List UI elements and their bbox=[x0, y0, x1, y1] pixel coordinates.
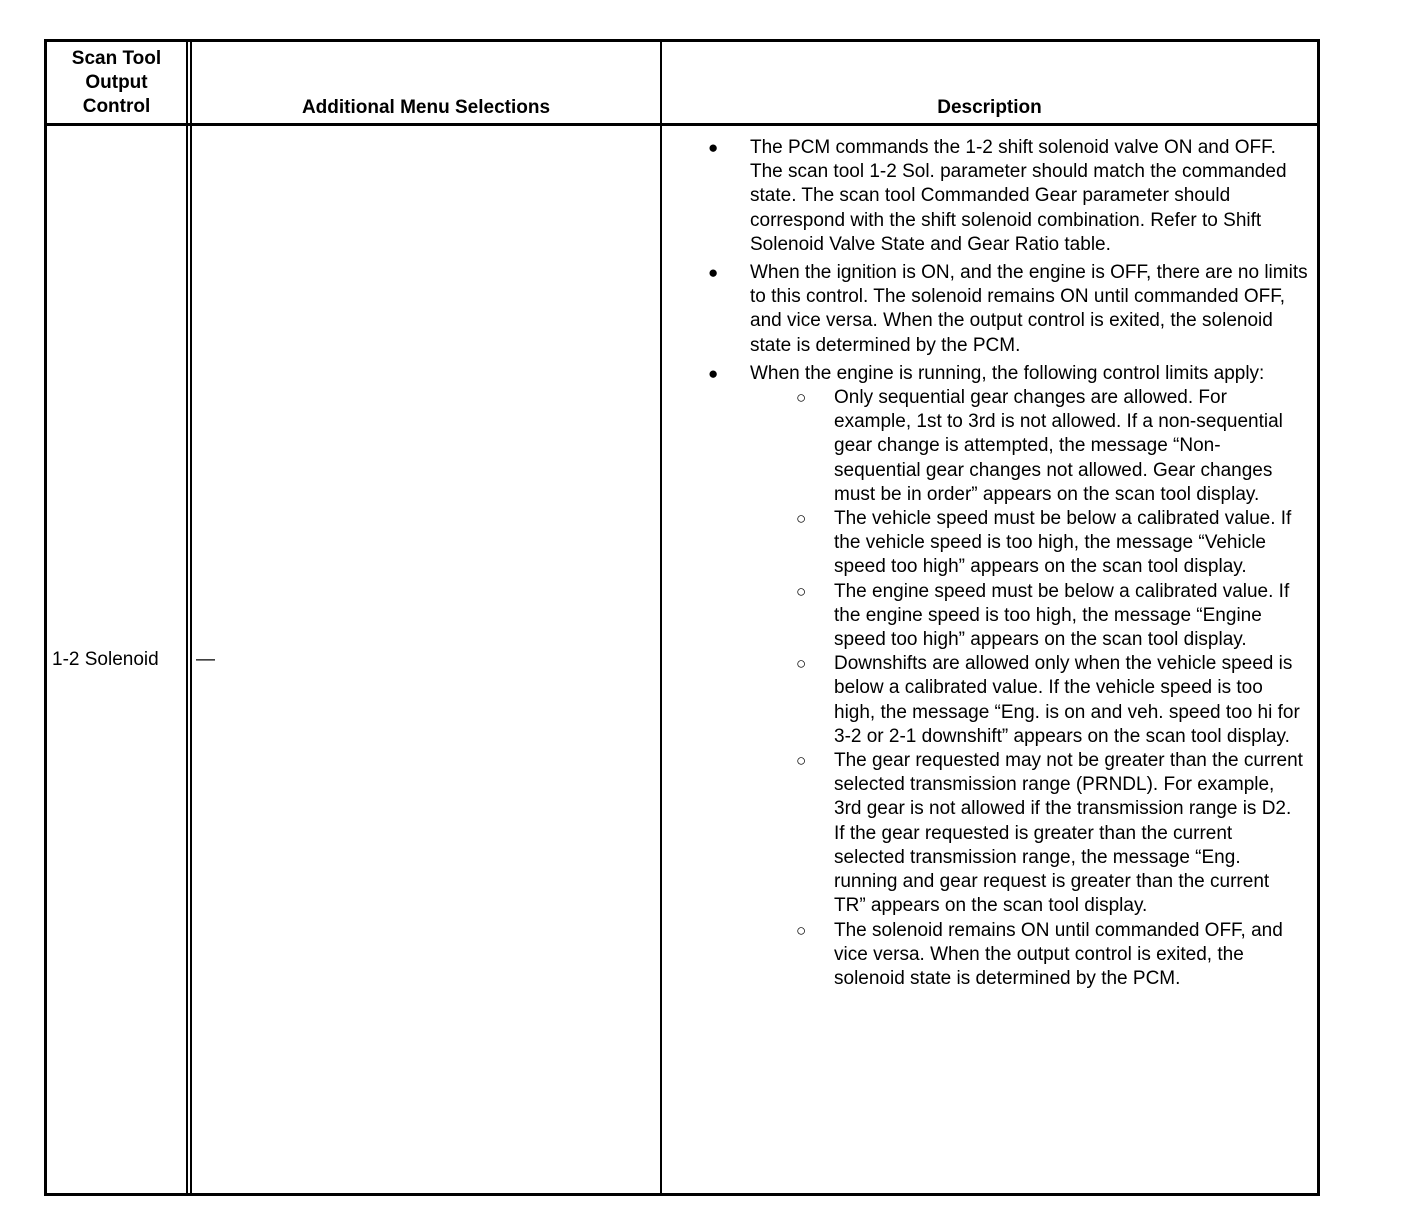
control-limit-text: The engine speed must be below a calibrated value. If the engine speed is too high, the message “Engine speed too high” appears on the scan tool display. bbox=[834, 580, 1290, 651]
cell-menu-selection bbox=[192, 126, 660, 1193]
hollow-circle-bullet-icon: ○ bbox=[796, 920, 807, 940]
control-limit-text: The gear requested may not be greater than the current selected transmission range (PRNDL). For example, 3rd gear is not allowed if the transmission range is D2. If the gear requested is greater than the current selected transmission range, the message “Eng. running and gear request is greater than the current TR” appears on the scan tool display. bbox=[834, 750, 1303, 917]
header-scan-tool-output-control bbox=[47, 42, 186, 123]
description-list bbox=[662, 136, 1320, 995]
cell-description bbox=[662, 126, 1320, 1193]
header-additional-menu-selections: Additional Menu Selections bbox=[301, 97, 551, 118]
output-control-value: 1-2 Solenoid bbox=[52, 648, 159, 670]
description-bullet bbox=[662, 261, 1320, 358]
control-limit-item bbox=[662, 749, 1310, 918]
bullet-text: The PCM commands the 1-2 shift solenoid valve ON and OFF. The scan tool 1-2 Sol. parameter should match the commanded state. The scan tool Commanded Gear parameter should correspond with the shift solenoid combination. Refer to Shift Solenoid Valve State and Gear Ratio table. bbox=[750, 137, 1287, 255]
control-limits-list bbox=[750, 386, 1310, 991]
table-header-row bbox=[47, 42, 1317, 126]
hollow-circle-bullet-icon: ○ bbox=[796, 751, 807, 771]
column-divider bbox=[186, 42, 188, 1193]
bullet-text: When the ignition is ON, and the engine is OFF, there are no limits to this control. The solenoid remains ON until commanded OFF, and vice versa. When the output control is exited, the solenoid state is determined by the PCM. bbox=[750, 262, 1308, 356]
hollow-circle-bullet-icon: ○ bbox=[796, 388, 807, 408]
control-limit-text: The solenoid remains ON until commanded OFF, and vice versa. When the output control is exited, the solenoid state is determined by the PCM. bbox=[834, 919, 1283, 989]
filled-circle-bullet-icon: ● bbox=[708, 263, 719, 283]
hollow-circle-bullet-icon: ○ bbox=[796, 509, 807, 529]
control-limit-item bbox=[662, 386, 1310, 507]
description-bullet bbox=[662, 362, 1320, 991]
control-limit-text: Only sequential gear changes are allowed. For example, 1st to 3rd is not allowed. If a non-sequential gear change is attempted, the message “Non-sequential gear changes not allowed. Gear changes must be in order” appears on the scan tool display. bbox=[834, 387, 1283, 505]
filled-circle-bullet-icon: ● bbox=[708, 363, 719, 383]
header-line: Output bbox=[85, 72, 148, 93]
description-bullet bbox=[662, 136, 1320, 257]
control-limit-item bbox=[662, 919, 1310, 992]
hollow-circle-bullet-icon: ○ bbox=[796, 654, 807, 674]
control-limit-item bbox=[662, 507, 1310, 580]
control-limit-text: The vehicle speed must be below a calibrated value. If the vehicle speed is too high, the message “Vehicle speed too high” appears on the scan tool display. bbox=[834, 508, 1292, 578]
hollow-circle-bullet-icon: ○ bbox=[796, 581, 807, 601]
cell-output-control bbox=[47, 126, 186, 1193]
bullet-text: When the engine is running, the following control limits apply: bbox=[750, 362, 1265, 384]
header-line: Scan Tool bbox=[71, 48, 162, 69]
output-control-table bbox=[44, 39, 1320, 1196]
filled-circle-bullet-icon: ● bbox=[708, 138, 719, 157]
control-limit-item bbox=[662, 652, 1310, 749]
control-limit-item bbox=[662, 580, 1310, 653]
header-line: Control bbox=[82, 96, 151, 117]
header-description: Description bbox=[937, 97, 1042, 118]
menu-selection-value: — bbox=[196, 648, 215, 670]
control-limit-text: Downshifts are allowed only when the vehicle speed is below a calibrated value. If the vehicle speed is too high, the message “Eng. is on and veh. speed too hi for 3-2 or 2-1 downshift” appears on the scan tool display. bbox=[834, 653, 1300, 747]
